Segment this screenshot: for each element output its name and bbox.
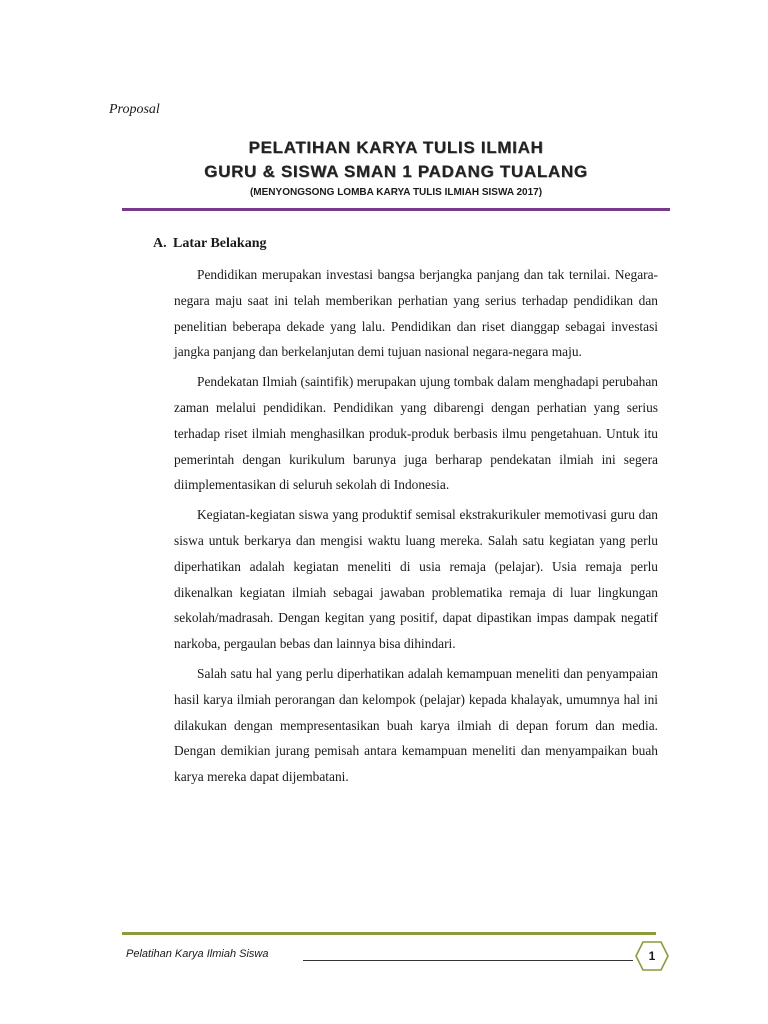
- page-number-badge: [634, 940, 670, 972]
- section-number: A.: [153, 236, 167, 251]
- title-block: [122, 136, 670, 200]
- footer-underline: [303, 960, 633, 961]
- page-number: 1: [648, 949, 656, 963]
- document-title-line-1: PELATIHAN KARYA TULIS ILMIAH: [248, 138, 544, 157]
- section-body: [174, 262, 658, 794]
- paragraph: Pendidikan merupakan investasi bangsa berjangka panjang dan tak ternilai. Negara-negara maju saat ini telah memberikan perhatian yang serius terhadap pendidikan dan penelitian beberapa dekade yang lalu. Pendidikan dan riset dianggap sebagai investasi jangka panjang dan berkelanjutan demi tujuan nasional negara-negara maju.: [174, 267, 658, 360]
- document-subtitle: (MENYONGSONG LOMBA KARYA TULIS ILMIAH SISWA 2017): [249, 187, 543, 198]
- document-header-label: Proposal: [109, 102, 160, 117]
- footer-label: Pelatihan Karya Ilmiah Siswa: [126, 948, 269, 960]
- paragraph: Kegiatan-kegiatan siswa yang produktif semisal ekstrakurikuler memotivasi guru dan siswa untuk berkarya dan mengisi waktu luang mereka. Salah satu kegiatan yang perlu diperhatikan adalah kegiatan meneliti di usia remaja (pelajar). Usia remaja perlu dikenalkan kegiatan ilmiah sebagai jawaban problematika remaja di luar lingkungan sekolah/madrasah. Dengan kegitan yang positif, dapat dipastikan impas dampak negatif narkoba, pergaulan bebas dan lainnya bisa dihindari.: [174, 507, 658, 652]
- paragraph: Pendekatan Ilmiah (saintifik) merupakan ujung tombak dalam menghadapi perubahan zaman melalui pendidikan. Pendidikan yang dibarengi dengan perhatian yang serius terhadap riset ilmiah menghasilkan produk-produk berbasis ilmu pengetahuan. Untuk itu pemerintah dengan kurikulum barunya juga berharap pendekatan ilmiah ini segera diimplementasikan di seluruh sekolah di Indonesia.: [174, 374, 658, 493]
- document-title-line-2: GURU & SISWA SMAN 1 PADANG TUALANG: [204, 162, 588, 181]
- section-heading: [153, 236, 266, 252]
- section-title: Latar Belakang: [173, 236, 267, 251]
- title-divider: [122, 208, 670, 211]
- footer-divider: [122, 932, 656, 935]
- paragraph: Salah satu hal yang perlu diperhatikan adalah kemampuan meneliti dan penyampaian hasil karya ilmiah perorangan dan kelompok (pelajar) kepada khalayak, umumnya hal ini dilakukan dengan mempresentasikan buah karya ilmiah di depan forum dan media. Dengan demikian jurang pemisah antara kemampuan meneliti dan menyampaikan buah karya mereka dapat dijembatani.: [174, 665, 658, 785]
